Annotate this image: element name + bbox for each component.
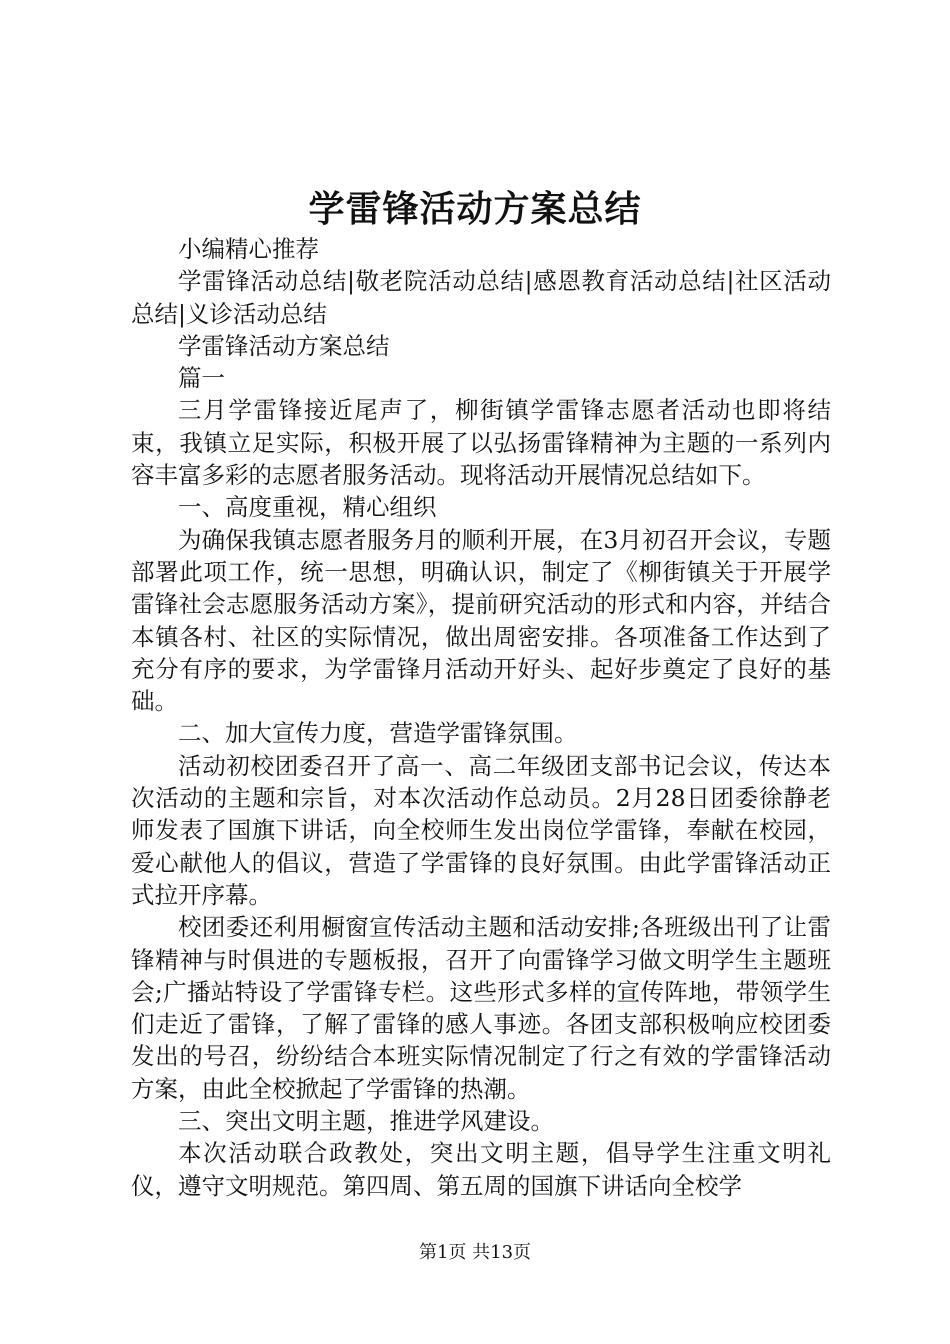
paragraph-recommend: 小编精心推荐 xyxy=(178,235,319,263)
paragraph-section-1: 为确保我镇志愿者服务月的顺利开展，在3月初召开会议，专题部署此项工作，统一思想，明确认识，制定了《柳街镇关于开展学雷锋社会志愿服务活动方案》，提前研究活动的形式和内容，并结合本镇各村、社区的实际情况，做出周密安排。各项准备工作达到了充分有序的要求，为学雷锋月活动开好头、起好步奠定了良好的基础。 xyxy=(131,525,831,716)
paragraph-related-links: 学雷锋活动总结|敬老院活动总结|感恩教育活动总结|社区活动总结|义诊活动总结 xyxy=(131,267,831,328)
page-number-footer: 第1页 共13页 xyxy=(418,1242,532,1263)
heading-section-1: 一、高度重视，精心组织 xyxy=(178,493,437,522)
paragraph-section-label: 篇一 xyxy=(178,364,225,393)
heading-section-2: 二、加大宣传力度，营造学雷锋氛围。 xyxy=(178,719,578,748)
document-title: 学雷锋活动方案总结 xyxy=(308,188,642,230)
heading-section-3: 三、突出文明主题，推进学风建设。 xyxy=(178,1107,554,1136)
document-body xyxy=(131,233,831,1202)
paragraph-section-3: 本次活动联合政教处，突出文明主题，倡导学生注重文明礼仪，遵守文明规范。第四周、第五周的国旗下讲话向全校学 xyxy=(131,1139,831,1200)
paragraph-subtitle: 学雷锋活动方案总结 xyxy=(178,331,390,360)
paragraph-section-2b: 校团委还利用橱窗宣传活动主题和活动安排;各班级出刊了让雷锋精神与时俱进的专题板报，召开了向雷锋学习做文明学生主题班会;广播站特设了学雷锋专栏。这些形式多样的宣传阵地，带领学生们走近了雷锋，了解了雷锋的感人事迹。各团支部积极响应校团委发出的号召，纷纷结合本班实际情况制定了行之有效的学雷锋活动方案，由此全校掀起了学雷锋的热潮。 xyxy=(131,913,831,1103)
paragraph-section-2a: 活动初校团委召开了高一、高二年级团支部书记会议，传达本次活动的主题和宗旨，对本次活动作总动员。2月28日团委徐静老师发表了国旗下讲话，向全校师生发出岗位学雷锋，奉献在校园，爱心献他人的倡议，营造了学雷锋的良好氛围。由此学雷锋活动正式拉开序幕。 xyxy=(131,751,831,909)
paragraph-intro: 三月学雷锋接近尾声了，柳街镇学雷锋志愿者活动也即将结束，我镇立足实际，积极开展了以弘扬雷锋精神为主题的一系列内容丰富多彩的志愿者服务活动。现将活动开展情况总结如下。 xyxy=(131,396,831,490)
